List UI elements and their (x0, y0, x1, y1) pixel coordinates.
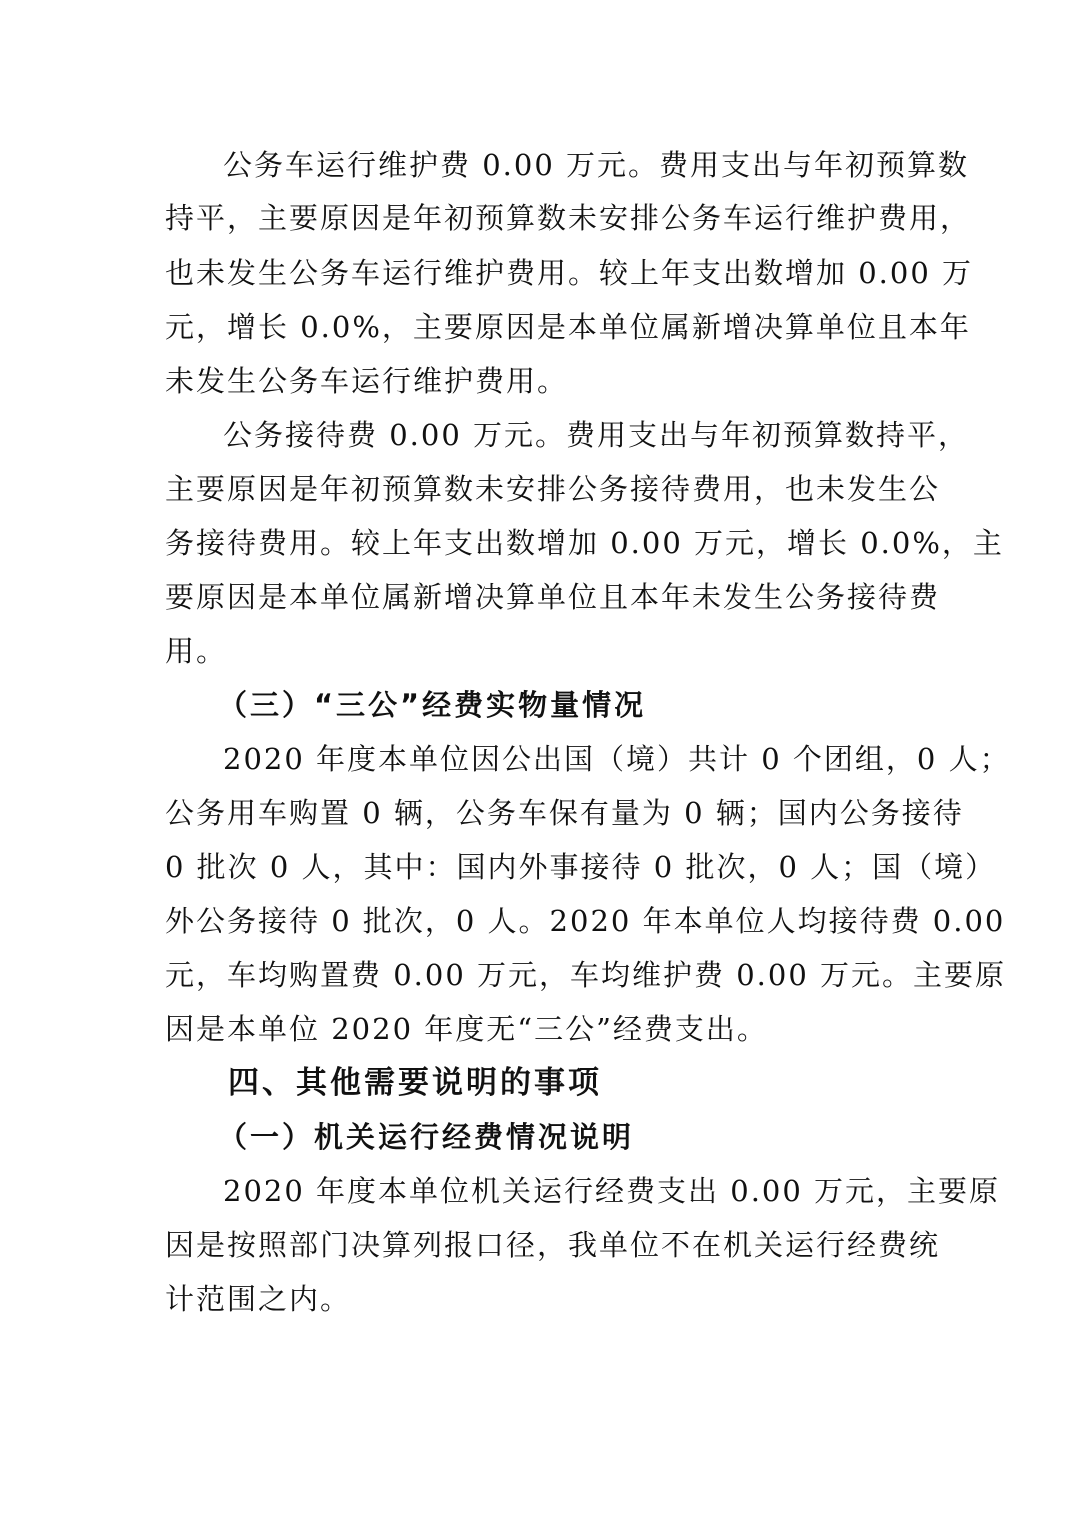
paragraph-line: 2020 年度本单位机关运行经费支出 0.00 万元，主要原 (223, 1174, 1001, 1208)
paragraph-line: 公务接待费 0.00 万元。费用支出与年初预算数持平， (223, 418, 970, 452)
section-heading-3: （三）“三公”经费实物量情况 (218, 688, 647, 722)
paragraph-line: 用。 (165, 634, 228, 668)
paragraph-line: 计范围之内。 (165, 1282, 352, 1316)
paragraph-line: 公务用车购置 0 辆，公务车保有量为 0 辆；国内公务接待 (165, 796, 964, 830)
paragraph-line: 0 批次 0 人，其中：国内外事接待 0 批次，0 人；国（境） (165, 850, 997, 884)
paragraph-line: 公务车运行维护费 0.00 万元。费用支出与年初预算数 (223, 148, 970, 182)
paragraph-line: 外公务接待 0 批次，0 人。2020 年本单位人均接待费 0.00 (165, 904, 1006, 938)
paragraph-line: 主要原因是年初预算数未安排公务接待费用，也未发生公 (165, 472, 941, 506)
paragraph-line: 元，车均购置费 0.00 万元，车均维护费 0.00 万元。主要原 (165, 958, 1007, 992)
section-heading-4: 四、其他需要说明的事项 (228, 1065, 602, 1101)
paragraph-line: 务接待费用。较上年支出数增加 0.00 万元，增长 0.0%，主 (165, 526, 1004, 560)
paragraph-line: 2020 年度本单位因公出国（境）共计 0 个团组，0 人； (223, 742, 1011, 776)
paragraph-line: 因是按照部门决算列报口径，我单位不在机关运行经费统 (165, 1228, 941, 1262)
paragraph-line: 要原因是本单位属新增决算单位且本年未发生公务接待费 (165, 580, 941, 614)
paragraph-line: 也未发生公务车运行维护费用。较上年支出数增加 0.00 万 (165, 256, 974, 290)
paragraph-line: 未发生公务车运行维护费用。 (165, 364, 569, 398)
paragraph-line: 持平，主要原因是年初预算数未安排公务车运行维护费用， (165, 201, 972, 235)
paragraph-line: 因是本单位 2020 年度无“三公”经费支出。 (165, 1012, 768, 1046)
section-heading-4-1: （一）机关运行经费情况说明 (218, 1120, 635, 1154)
paragraph-line: 元，增长 0.0%，主要原因是本单位属新增决算单位且本年 (165, 310, 971, 344)
